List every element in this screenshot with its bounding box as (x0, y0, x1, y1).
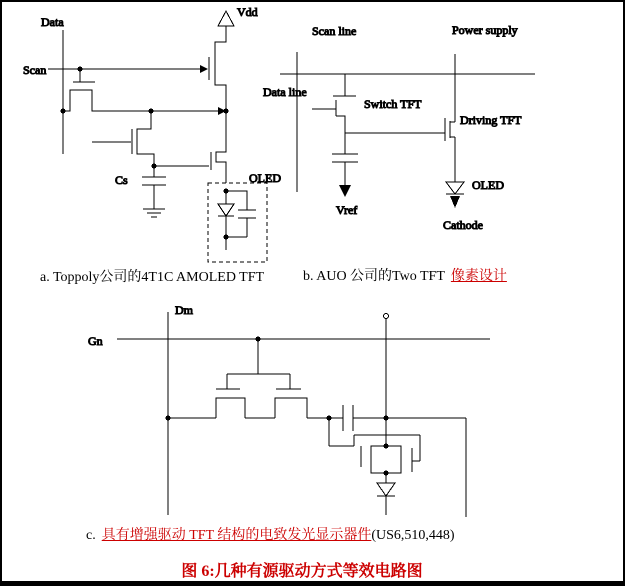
b-label-cathode: Cathode (443, 218, 483, 232)
caption-c-red: 具有增强驱动 TFT 结构的电致发光显示器件 (101, 528, 372, 543)
a-ground-symbol (143, 209, 165, 217)
a-label-data: Data (41, 15, 64, 29)
a-scan-arrow (200, 65, 208, 73)
b-switch-tft (312, 74, 356, 133)
b-label-switch-tft: Switch TFT (364, 97, 422, 111)
caption-a: a. Toppoly公司的4T1C AMOLED TFT (40, 270, 265, 285)
c-junction-dot (166, 416, 171, 421)
b-driving-tft (445, 118, 455, 182)
circuit-a (23, 5, 281, 262)
circuit-canvas (2, 2, 623, 581)
caption-b (303, 265, 507, 285)
a-cs-capacitor (142, 166, 166, 217)
c-main-wire (168, 418, 466, 517)
c-label-dm: Dm (175, 303, 193, 317)
a-t2-gate (92, 129, 132, 154)
a-label-scan: Scan (23, 63, 47, 77)
a-label-cs: Cs (115, 173, 128, 187)
a-t1-channel (63, 90, 226, 111)
c-terminal-circle (384, 314, 389, 319)
a-oled-box (208, 183, 267, 262)
caption-b-black: b. AUO 公司的Two TFT (303, 269, 445, 284)
a-t1-gate (73, 69, 95, 82)
b-label-oled: OLED (472, 178, 504, 192)
a-vdd-triangle (218, 11, 234, 26)
caption-b-red: 像素设计 (450, 269, 507, 284)
caption-c-suffix: (US6,510,448) (371, 528, 455, 543)
b-cathode-arrow (450, 196, 460, 208)
b-label-data-line: Data line (263, 85, 307, 99)
a-oled-diode (218, 189, 234, 251)
c-dual-gate (216, 339, 301, 389)
a-oled-capacitor (226, 191, 256, 237)
b-label-driving-tft: Driving TFT (460, 113, 522, 127)
b-label-vref: Vref (336, 203, 358, 217)
a-label-oled: OLED (249, 171, 281, 185)
c-tft1-channel (216, 398, 245, 418)
caption-c-prefix: c. (86, 528, 96, 543)
a-drive-tft-channel (215, 26, 226, 111)
circuit-c (88, 303, 490, 517)
a-label-vdd: Vdd (237, 5, 258, 19)
caption-c (86, 524, 455, 544)
circuit-b (263, 23, 535, 232)
b-label-scan-line: Scan line (312, 24, 357, 38)
a-t2-channel (137, 111, 154, 166)
c-el-diode (377, 483, 395, 515)
c-label-gn: Gn (88, 334, 103, 348)
c-series-capacitor (343, 405, 353, 431)
b-storage-capacitor (332, 133, 358, 197)
b-vref-arrow (339, 185, 351, 197)
b-oled-diode (446, 182, 464, 208)
figure-title: 图 6:几种有源驱动方式等效电路图 (181, 563, 423, 580)
c-tft2-channel (275, 398, 307, 418)
a-junction-dot (61, 109, 66, 114)
b-label-power-supply: Power supply (452, 23, 518, 37)
a-lower-tft-channel (216, 111, 226, 183)
